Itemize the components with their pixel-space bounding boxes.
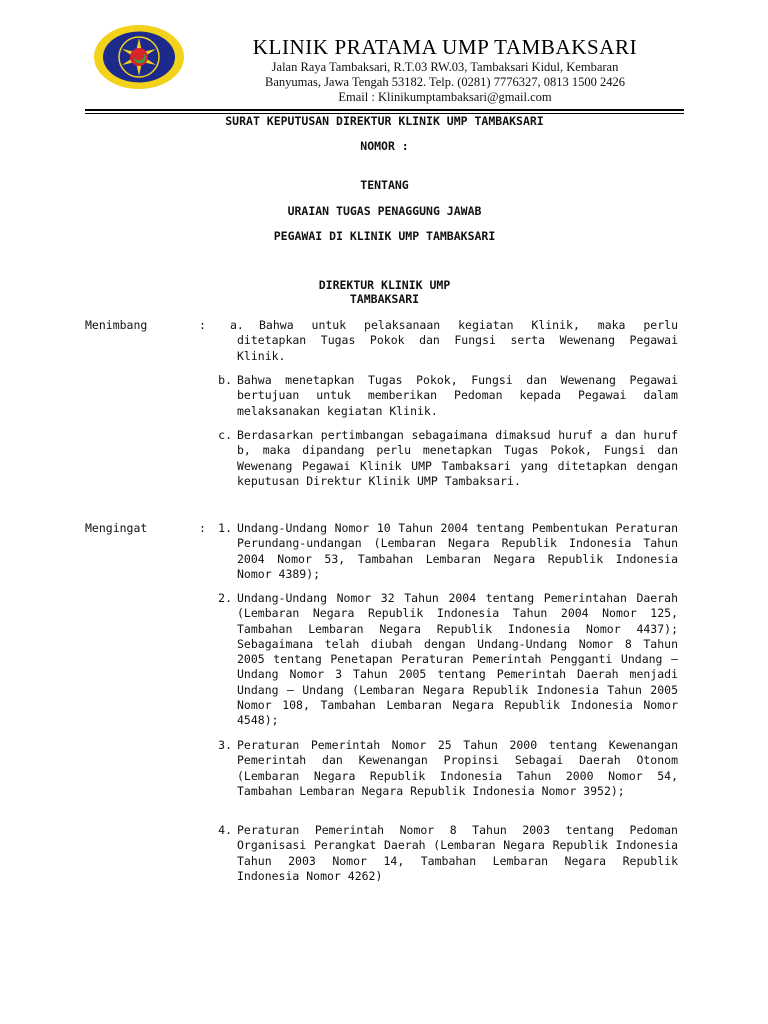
mengingat-item-3: Peraturan Pemerintah Nomor 25 Tahun 2000 tentang Kewenangan Pemerintah dan Kewenangan Propinsi Sebagai Daerah Otonom (Lembaran Negara Republik Indonesia Tahun 2000 Nomor 54, Tambahan Lembaran Negara Republik Indonesia Nomor 3952); <box>237 738 678 798</box>
clinic-emblem-icon <box>93 24 185 90</box>
decree-title: SURAT KEPUTUSAN DIREKTUR KLINIK UMP TAMBAKSARI <box>225 114 544 128</box>
menimbang-marker-c: c. <box>218 428 232 442</box>
clinic-name: KLINIK PRATAMA UMP TAMBAKSARI <box>252 35 638 59</box>
menimbang-label: Menimbang <box>85 318 148 332</box>
mengingat-label: Mengingat <box>85 521 148 535</box>
menimbang-colon: : <box>199 318 206 332</box>
menimbang-item-b: Bahwa menetapkan Tugas Pokok, Fungsi dan Wewenang Pegawai bertujuan untuk memberikan Pedoman kepada Pegawai dalam melaksanakan kegiatan Klinik. <box>237 373 678 418</box>
letterhead <box>205 34 685 105</box>
mengingat-item-2: Undang-Undang Nomor 32 Tahun 2004 tentang Pemerintahan Daerah (Lembaran Negara Republik Indonesia Tahun 2004 Nomor 125, Tambahan Lembaran Negara Republik Indonesia Nomor 4437); Sebagaimana telah diubah dengan Undang-Undang Nomor 8 Tahun 2005 tentang Penetapan Peraturan Pemerintah Pengganti Undang – Undang Nomor 3 Tahun 2005 tentang Pemerintah Daerah menjadi Undang – Undang (Lembaran Negara Republik Indonesia Tahun 2005 Nomor 108, Tambahan Lembaran Negara Republik Indonesia Nomor 4548); <box>237 591 678 728</box>
decree-number: NOMOR : <box>360 139 409 153</box>
mengingat-marker-4: 4. <box>218 823 232 837</box>
mengingat-colon: : <box>199 521 206 535</box>
menimbang-item-c: Berdasarkan pertimbangan sebagaimana dimaksud huruf a dan huruf b, maka dipandang perlu menetapkan Tugas Pokok, Fungsi dan Wewenang Pegawai Klinik UMP Tambaksari yang ditetapkan dengan keputusan Direktur Klinik UMP Tambaksari. <box>237 428 678 488</box>
mengingat-marker-1: 1. <box>218 521 232 535</box>
address-line-2: Banyumas, Jawa Tengah 53182. Telp. (0281) 7776327, 0813 1500 2426 <box>265 75 625 89</box>
mengingat-item-4: Peraturan Pemerintah Nomor 8 Tahun 2003 tentang Pedoman Organisasi Perangkat Daerah (Lembaran Negara Republik Indonesia Tahun 2003 Nomor 14, Tambahan Lembaran Negara Republik Indonesia Nomor 4262) <box>237 823 678 883</box>
menimbang-marker-a: a. <box>230 318 244 332</box>
subject-line-2: PEGAWAI DI KLINIK UMP TAMBAKSARI <box>273 229 496 243</box>
subject-line-1: URAIAN TUGAS PENAGGUNG JAWAB <box>287 204 482 218</box>
mengingat-marker-3: 3. <box>218 738 232 752</box>
issuer-line-2: TAMBAKSARI <box>349 292 420 306</box>
clinic-logo <box>93 24 185 90</box>
mengingat-item-1: Undang-Undang Nomor 10 Tahun 2004 tentang Pembentukan Peraturan Perundang-undangan (Lembaran Negara Republik Indonesia Tahun 2004 Nomor 53, Tambahan Lembaran Negara Republik Indonesia Nomor 4389); <box>237 521 678 581</box>
email-line: Email : Klinikumptambaksari@gmail.com <box>338 90 552 104</box>
menimbang-marker-b: b. <box>218 373 232 387</box>
tentang-heading: TENTANG <box>360 178 409 192</box>
address-line-1: Jalan Raya Tambaksari, R.T.03 RW.03, Tambaksari Kidul, Kembaran <box>271 60 619 74</box>
header-rule-thick <box>85 109 684 111</box>
issuer-line-1: DIREKTUR KLINIK UMP <box>318 278 451 292</box>
mengingat-marker-2: 2. <box>218 591 232 605</box>
menimbang-item-a: Bahwa untuk pelaksanaan kegiatan Klinik, maka perlu ditetapkan Tugas Pokok dan Fungsi serta Wewenang Pegawai Klinik. <box>237 318 678 363</box>
